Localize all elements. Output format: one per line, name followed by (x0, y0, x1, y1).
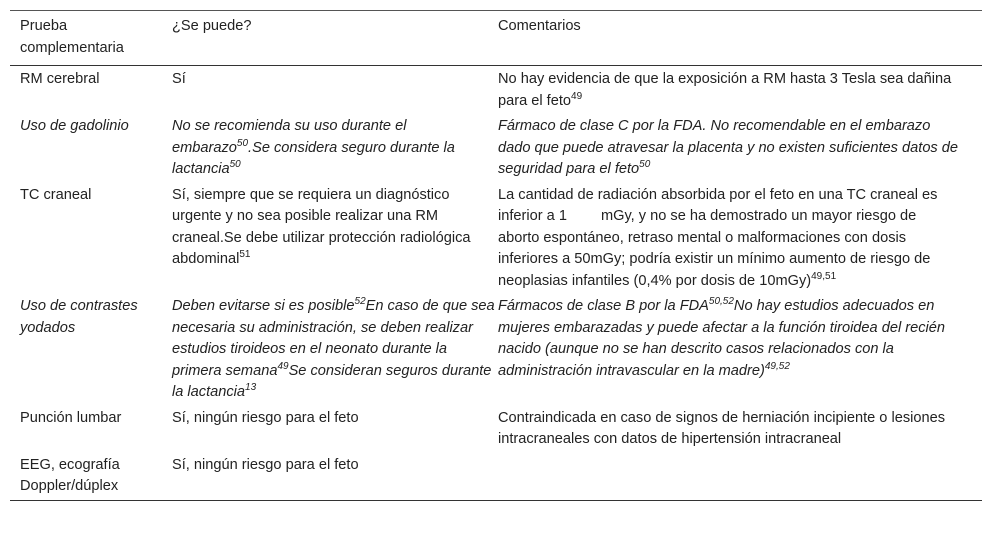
table-row (10, 452, 982, 501)
cell-test: EEG, ecografía Doppler/dúplex (10, 452, 172, 501)
cell-can: Sí, siempre que se requiera un diagnóstico urgente y no sea posible realizar una RM craneal.Se debe utilizar protección radiológica abdominal$^{51}$ (172, 186, 471, 267)
citation: 49 (277, 360, 289, 372)
cell-can: Deben evitarse si es posible$^{52}$En caso de que sea necesaria su administración, se deben realizar estudios tiroideos en el neonato durante la primera semana$^{49}$Se consideran seguros durante la lactancia$^{13}$ (172, 296, 495, 400)
cell-test: TC craneal (20, 186, 92, 203)
table-row (10, 113, 982, 182)
cell-test: RM cerebral (20, 71, 100, 87)
citation: 50 (229, 159, 241, 170)
cell-test: Punción lumbar (20, 409, 122, 426)
header-test: Prueba complementaria (10, 11, 172, 66)
table-row (10, 405, 982, 452)
table-row (10, 293, 982, 405)
citation: 50 (236, 137, 249, 149)
citation: 50,52 (708, 296, 734, 307)
citation: 49,52 (764, 360, 790, 372)
cell-test: Uso de contrastes yodados (20, 298, 138, 336)
cell-can: Sí, ningún riesgo para el feto (172, 409, 359, 426)
citation: 49 (571, 90, 583, 102)
header-row (10, 11, 982, 66)
table-header (10, 11, 982, 66)
table-body (10, 66, 982, 501)
citation: 50 (639, 159, 651, 170)
header-comments: Comentarios (498, 11, 982, 66)
cell-comment: Fármacos de clase B por la FDA$^{50,52}$No hay estudios adecuados en mujeres embarazadas y puede afectar a la función tiroidea del recién nacido (aunque no se han descrito casos relacionados con la administración intravascular en la madre)$^{49,52}$ (498, 296, 945, 379)
cell-comment (498, 452, 982, 501)
clinical-tests-table (10, 10, 982, 501)
cell-comment: Fármaco de clase C por la FDA. No recomendable en el embarazo dado que puede atravesar la placenta y no existen suficientes datos de seguridad para el feto$^{50}$ (498, 118, 959, 177)
cell-can: No se recomienda su uso durante el embarazo$^{50}$.Se considera seguro durante la lactancia$^{50}$ (172, 118, 455, 177)
cell-can: Sí (172, 71, 186, 87)
citation: 51 (239, 249, 251, 260)
cell-comment: La cantidad de radiación absorbida por el feto en una TC craneal es inferior a 1 mGy, y no se ha demostrado un mayor riesgo de aborto espontáneo, retraso mental o malformaciones con dosis inferiores a 50mGy; podría existir un mínimo aumento de riesgo de neoplasias infantiles (0,4% por dosis de 10mGy)$^{49,51}$ (498, 186, 938, 289)
table-row (10, 182, 982, 294)
header-can: ¿Se puede? (172, 11, 498, 66)
cell-can: Sí, ningún riesgo para el feto (172, 452, 498, 501)
cell-comment: Contraindicada en caso de signos de herniación incipiente o lesiones intracraneales con datos de hipertensión intracraneal (498, 409, 946, 447)
citation: 52 (354, 296, 366, 307)
citation: 49,51 (811, 270, 837, 282)
table-row (10, 66, 982, 114)
citation: 13 (245, 382, 257, 393)
cell-comment: No hay evidencia de que la exposición a RM hasta 3 Tesla sea dañina para el feto$^{49}$ (498, 71, 952, 109)
cell-test: Uso de gadolinio (20, 118, 129, 134)
